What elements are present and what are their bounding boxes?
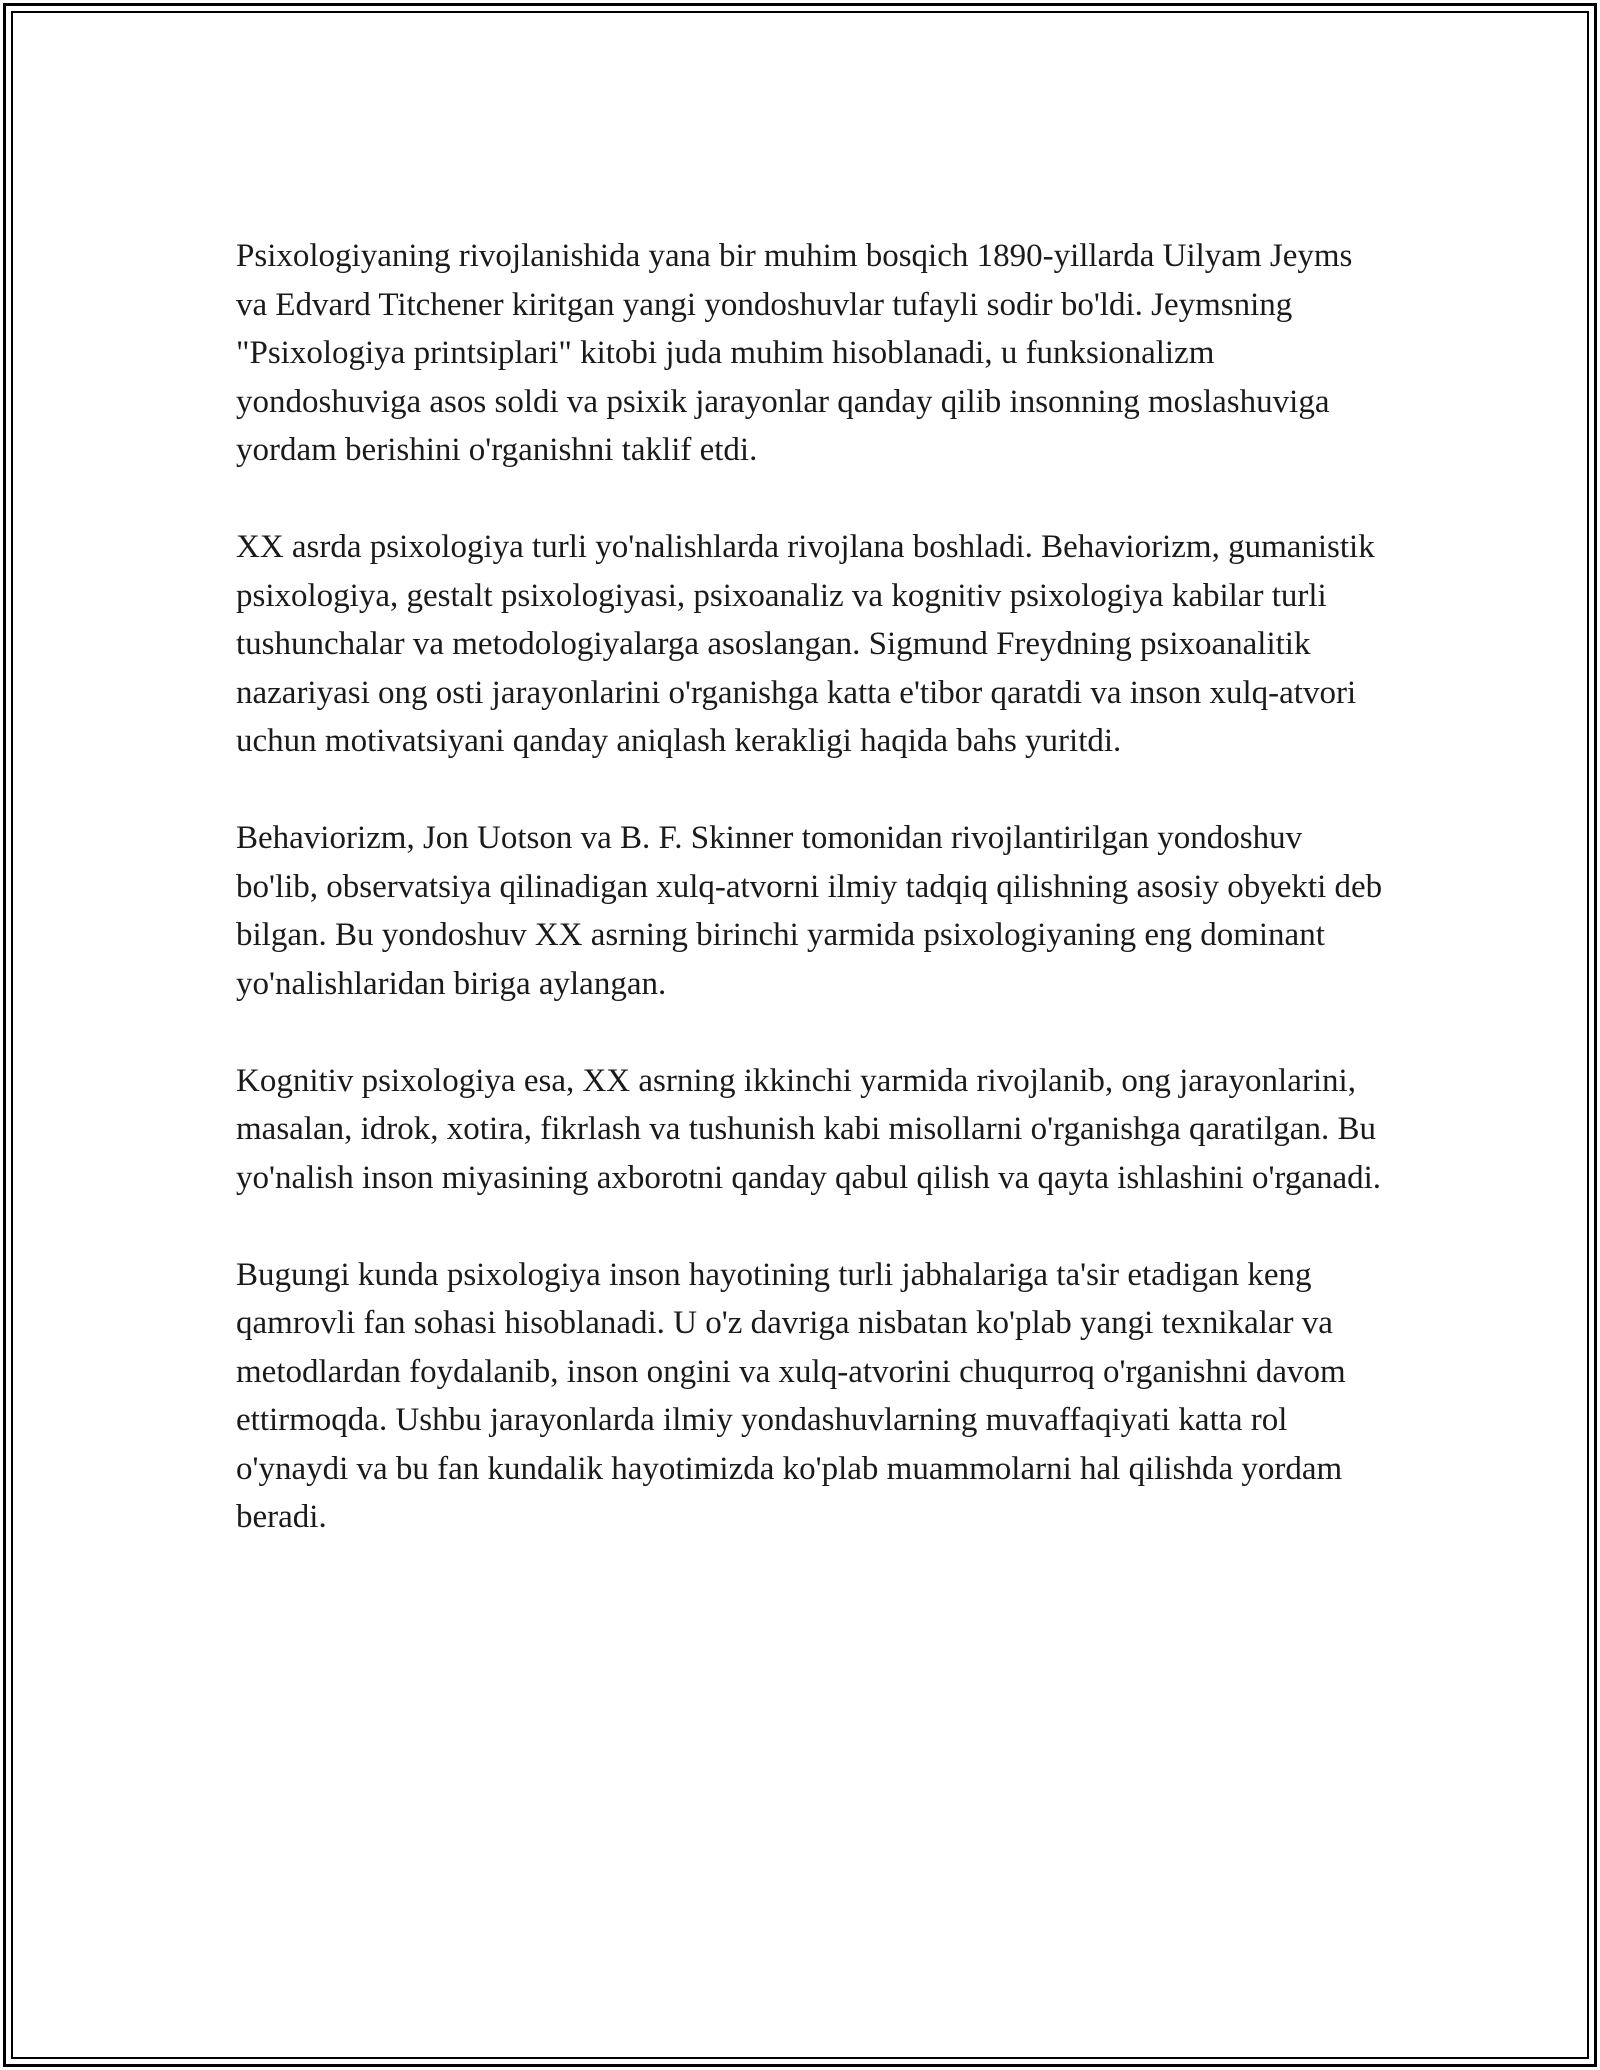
paragraph-2: XX asrda psixologiya turli yo'nalishlarda rivojlana boshladi. Behaviorizm, gumanistik psixologiya, gestalt psixologiyasi, psixoanaliz va kognitiv psixologiya kabilar turli tushunchalar va metodologiyalarga asoslangan. Sigmund Freydning psixoanalitik nazariyasi ong osti jarayonlarini o'rganishga katta e'tibor qaratdi va inson xulq-atvori uchun motivatsiyani qanday aniqlash kerakligi haqida bahs yuritdi. bbox=[236, 529, 1375, 759]
document-body bbox=[236, 232, 1386, 1542]
paragraph-3: Behaviorizm, Jon Uotson va B. F. Skinner tomonidan rivojlantirilgan yondoshuv bo'lib, observatsiya qilinadigan xulq-atvorni ilmiy tadqiq qilishning asosiy obyekti deb bilgan. Bu yondoshuv XX asrning birinchi yarmida psixologiyaning eng dominant yo'nalishlaridan biriga aylangan. bbox=[236, 820, 1383, 1002]
paragraph-5: Bugungi kunda psixologiya inson hayotining turli jabhalariga ta'sir etadigan keng qamrovli fan sohasi hisoblanadi. U o'z davriga nisbatan ko'plab yangi texnikalar va metodlardan foydalanib, inson ongini va xulq-atvorini chuqurroq o'rganishni davom ettirmoqda. Ushbu jarayonlarda ilmiy yondashuvlarning muvaffaqiyati katta rol o'ynaydi va bu fan kundalik hayotimizda ko'plab muammolarni hal qilishda yordam beradi. bbox=[236, 1256, 1346, 1535]
paragraph-4: Kognitiv psixologiya esa, XX asrning ikkinchi yarmida rivojlanib, ong jarayonlarini, masalan, idrok, xotira, fikrlash va tushunish kabi misollarni o'rganishga qaratilgan. Bu yo'nalish inson miyasining axborotni qanday qabul qilish va qayta ishlashini o'rganadi. bbox=[236, 1062, 1382, 1196]
paragraph-1: Psixologiyaning rivojlanishida yana bir muhim bosqich 1890-yillarda Uilyam Jeyms va Edvard Titchener kiritgan yangi yondoshuvlar tufayli sodir bo'ldi. Jeymsning "Psixologiya printsiplari" kitobi juda muhim hisoblanadi, u funksionalizm yondoshuviga asos soldi va psixik jarayonlar qanday qilib insonning moslashuviga yordam berishini o'rganishni taklif etdi. bbox=[236, 238, 1353, 468]
